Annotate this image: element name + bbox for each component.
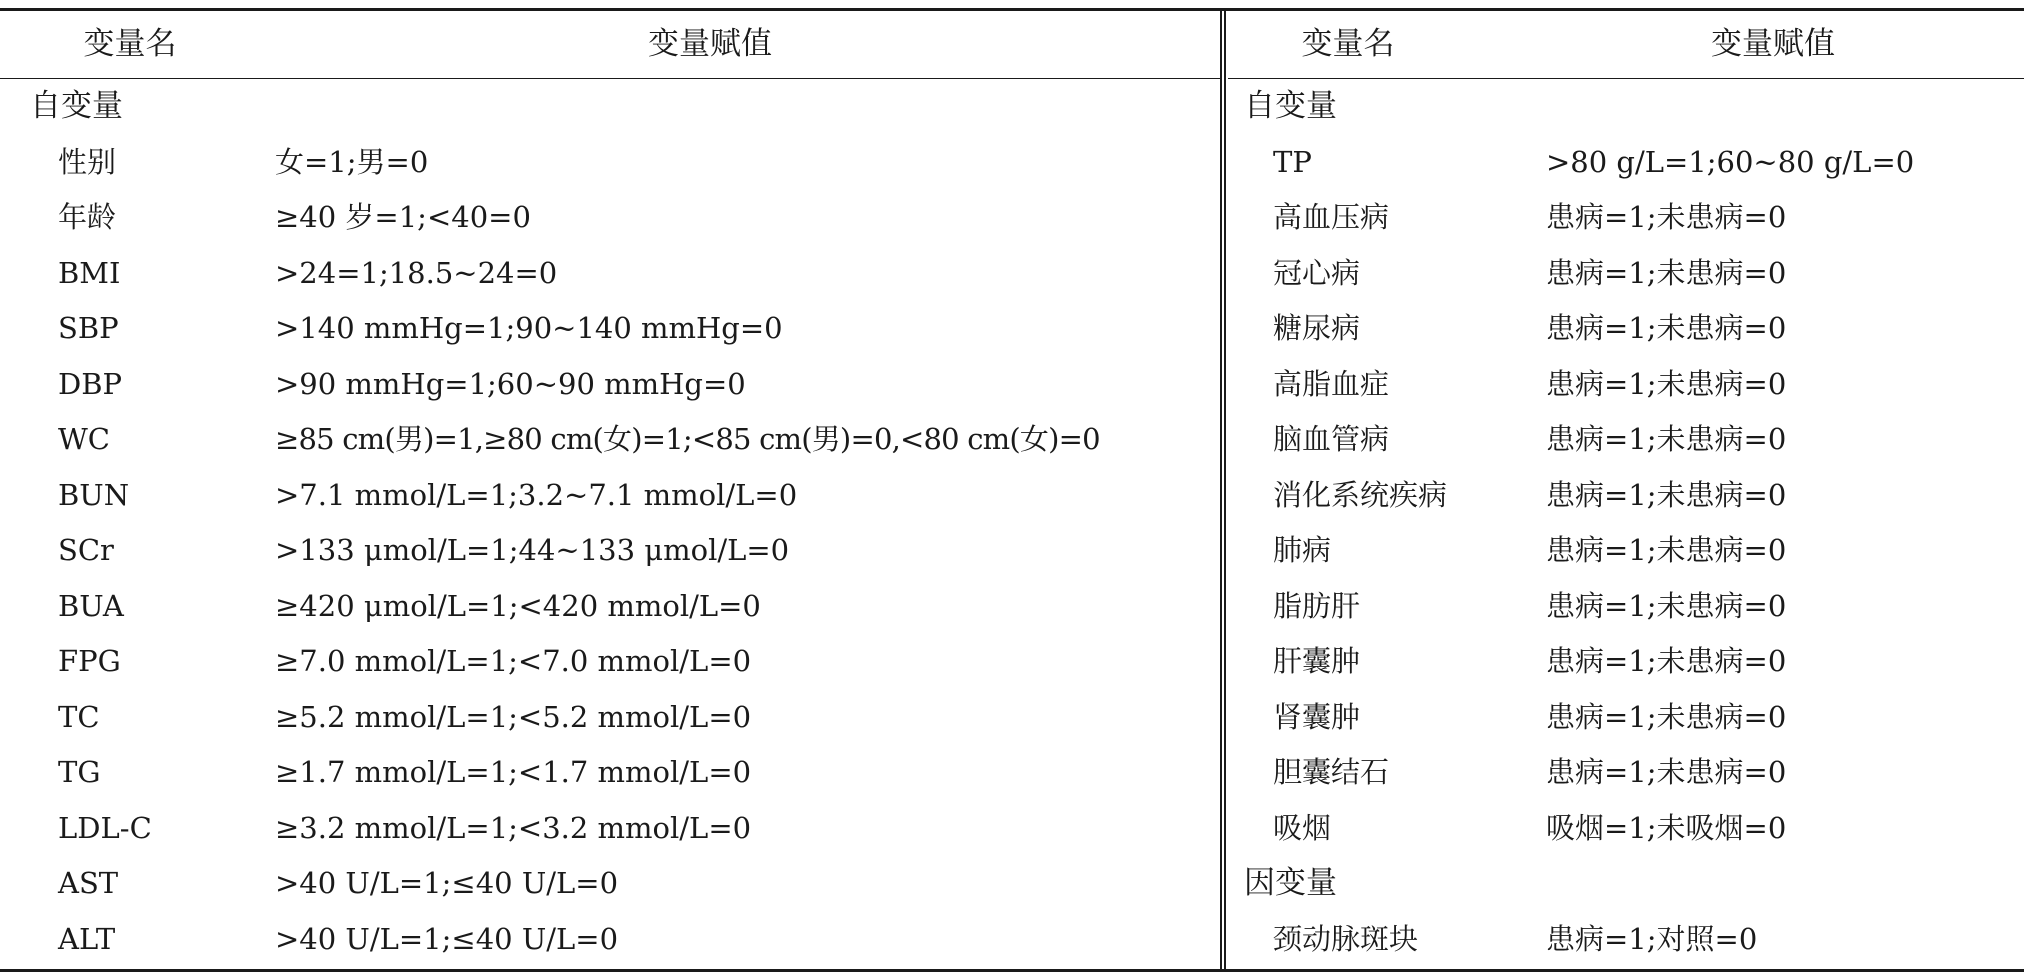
right-header-name: 变量名 [1301,26,1395,62]
variable-name: DBP [58,366,123,401]
table-row [0,412,1222,468]
variable-value: 患病=1;未患病=0 [1546,422,1787,456]
table-row [1228,634,2024,690]
table-row [1228,690,2024,746]
right-section-label: 自变量 [1244,88,1337,124]
variable-value: 患病=1;未患病=0 [1546,699,1787,734]
variable-value: >80 g/L=1;60~80 g/L=0 [1546,144,1915,179]
variable-value: ≥5.2 mmol/L=1;<5.2 mmol/L=0 [275,699,752,734]
variable-name: ALT [58,921,116,956]
left-header-name: 变量名 [83,26,177,62]
table-row [1228,412,2024,468]
table-row [0,690,1222,746]
table-row [1228,301,2024,357]
variable-value: 患病=1;未患病=0 [1546,588,1787,623]
right-header-row [1228,11,2024,79]
variable-name: 性别 [58,144,117,179]
variable-name: AST [58,866,119,900]
variable-name: TG [58,755,101,789]
variable-value: >90 mmHg=1;60~90 mmHg=0 [275,366,746,401]
variable-name: 肺病 [1273,533,1332,567]
table-row [1228,357,2024,413]
table-row [0,301,1222,357]
variable-value: >140 mmHg=1;90~140 mmHg=0 [275,311,783,345]
variable-name: 脂肪肝 [1273,588,1361,623]
left-rows [0,79,1222,967]
variable-name: TC [58,699,100,734]
table-row [0,579,1222,635]
table-row [1228,190,2024,246]
variable-value: ≥1.7 mmol/L=1;<1.7 mmol/L=0 [275,755,752,789]
right-table-half [1228,11,2024,969]
table-row [1228,523,2024,579]
variable-value: 患病=1;未患病=0 [1546,755,1787,789]
right-rows [1228,79,2024,967]
table-row [0,246,1222,302]
right-header-value: 变量赋值 [1711,26,1835,62]
variable-name: 高脂血症 [1273,366,1390,401]
variable-value: 患病=1;对照=0 [1546,921,1758,956]
table-row [0,745,1222,801]
variable-value: 患病=1;未患病=0 [1546,366,1787,401]
variable-name: BMI [58,255,121,290]
variable-name: 胆囊结石 [1273,755,1390,789]
variable-value: >133 μmol/L=1;44~133 μmol/L=0 [275,533,790,567]
variable-value: >7.1 mmol/L=1;3.2~7.1 mmol/L=0 [275,477,798,512]
variable-name: BUN [58,477,130,512]
right-section-row [1228,79,2024,135]
table-row [1228,468,2024,524]
variable-name: 消化系统疾病 [1273,477,1448,512]
variable-value: 患病=1;未患病=0 [1546,644,1787,678]
variable-value: ≥7.0 mmol/L=1;<7.0 mmol/L=0 [275,644,752,678]
variable-name: 冠心病 [1273,255,1361,290]
table-row [1228,246,2024,302]
variable-value: ≥420 μmol/L=1;<420 mmol/L=0 [275,588,761,623]
left-header-row [0,11,1222,79]
variable-name: SCr [58,533,114,567]
variable-value: 患病=1;未患病=0 [1546,311,1787,345]
dependent-section-row [1228,856,2024,912]
table-row [1228,579,2024,635]
variable-name: 吸烟 [1273,810,1332,845]
variable-value: 吸烟=1;未吸烟=0 [1546,810,1787,845]
variable-name: FPG [58,644,121,678]
table-row [0,523,1222,579]
variable-name: 肾囊肿 [1273,699,1361,734]
variable-name: 肝囊肿 [1273,644,1361,678]
table-row [0,912,1222,968]
variable-value: 患病=1;未患病=0 [1546,477,1787,512]
variable-value: 患病=1;未患病=0 [1546,533,1787,567]
variable-value: 患病=1;未患病=0 [1546,255,1787,290]
table-row [0,135,1222,191]
variable-value: >40 U/L=1;≤40 U/L=0 [275,866,619,900]
table-row [0,801,1222,857]
variable-value: >40 U/L=1;≤40 U/L=0 [275,921,619,956]
variable-value: >24=1;18.5~24=0 [275,255,558,290]
table-row [0,856,1222,912]
left-header-value: 变量赋值 [648,26,772,62]
table-row [0,468,1222,524]
table-row [0,357,1222,413]
variable-value: ≥85 cm(男)=1,≥80 cm(女)=1;<85 cm(男)=0,<80 cm(女)=0 [275,422,1100,456]
variable-name: BUA [58,588,124,623]
column-divider [1220,11,1226,969]
variable-value: ≥3.2 mmol/L=1;<3.2 mmol/L=0 [275,810,752,845]
dependent-section-label: 因变量 [1244,865,1337,901]
left-table-half [0,11,1222,969]
variable-name: 年龄 [58,200,117,234]
variable-value: 女=1;男=0 [275,144,429,179]
left-section-label: 自变量 [30,88,123,124]
variable-name: LDL-C [58,810,152,845]
variable-name: TP [1273,144,1312,179]
table-row [0,190,1222,246]
variable-assignment-table [0,8,2024,972]
table-row [1228,745,2024,801]
variable-name: 高血压病 [1273,200,1390,234]
table-row [1228,912,2024,968]
variable-name: 颈动脉斑块 [1273,921,1419,956]
table-row [0,634,1222,690]
variable-value: 患病=1;未患病=0 [1546,200,1787,234]
table-row [1228,801,2024,857]
variable-name: SBP [58,311,119,345]
variable-name: 糖尿病 [1273,311,1361,345]
variable-name: WC [58,422,110,456]
table-row [1228,135,2024,191]
variable-value: ≥40 岁=1;<40=0 [275,200,531,234]
left-section-row [0,79,1222,135]
variable-name: 脑血管病 [1273,422,1390,456]
